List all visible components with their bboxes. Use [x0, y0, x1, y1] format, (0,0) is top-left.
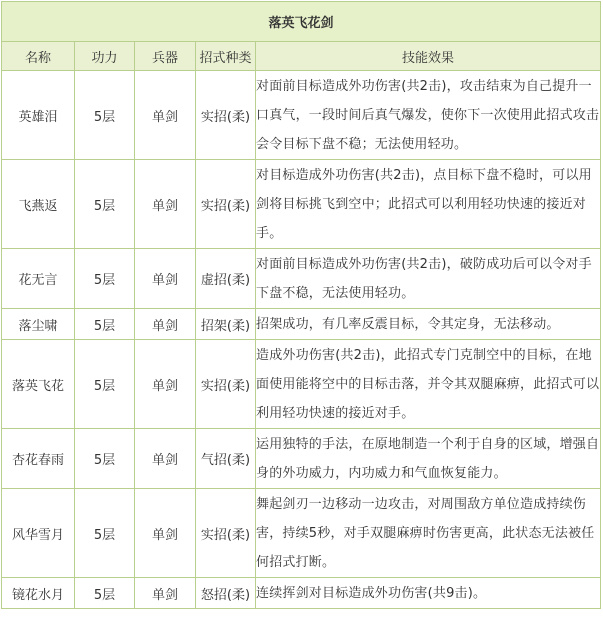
skill-power: 5层 [75, 429, 135, 489]
skill-type: 招架(柔) [196, 309, 256, 340]
skill-power: 5层 [75, 71, 135, 160]
skill-name: 风华雪月 [2, 489, 75, 578]
skill-weapon: 单剑 [135, 489, 196, 578]
skill-type: 气招(柔) [196, 429, 256, 489]
skill-effect: 运用独特的手法，在原地制造一个利于自身的区域，增强自身的外功威力，内功威力和气血恢复能力。 [256, 429, 601, 489]
skill-name: 落英飞花 [2, 340, 75, 429]
skill-effect: 招架成功，有几率反震目标，令其定身，无法移动。 [256, 309, 601, 340]
skill-weapon: 单剑 [135, 340, 196, 429]
skill-weapon: 单剑 [135, 71, 196, 160]
skill-name: 落尘啸 [2, 309, 75, 340]
skill-power: 5层 [75, 249, 135, 309]
skill-table [1, 1, 601, 609]
skill-type: 怒招(柔) [196, 578, 256, 609]
table-row [2, 489, 601, 578]
skill-type: 实招(柔) [196, 489, 256, 578]
skill-power: 5层 [75, 160, 135, 249]
skill-name: 花无言 [2, 249, 75, 309]
header-weapon: 兵器 [135, 42, 196, 71]
table-row [2, 578, 601, 609]
skill-weapon: 单剑 [135, 578, 196, 609]
header-name: 名称 [2, 42, 75, 71]
skill-effect: 舞起剑刃一边移动一边攻击，对周围敌方单位造成持续伤害，持续5秒，对手双腿麻痹时伤害更高，此状态无法被任何招式打断。 [256, 489, 601, 578]
table-row [2, 249, 601, 309]
skill-name: 英雄泪 [2, 71, 75, 160]
skill-type: 实招(柔) [196, 340, 256, 429]
skill-type: 实招(柔) [196, 160, 256, 249]
skill-weapon: 单剑 [135, 249, 196, 309]
skill-effect: 对目标造成外功伤害(共2击)，点目标下盘不稳时，可以用剑将目标挑飞到空中；此招式可以利用轻功快速的接近对手。 [256, 160, 601, 249]
skill-effect: 对面前目标造成外功伤害(共2击)，破防成功后可以令对手下盘不稳，无法使用轻功。 [256, 249, 601, 309]
skill-name: 镜花水月 [2, 578, 75, 609]
header-effect: 技能效果 [256, 42, 601, 71]
title-row [2, 2, 601, 42]
header-row [2, 42, 601, 71]
skill-power: 5层 [75, 309, 135, 340]
skill-effect: 对面前目标造成外功伤害(共2击)，攻击结束为自己提升一口真气，一段时间后真气爆发，使你下一次使用此招式攻击会令目标下盘不稳；无法使用轻功。 [256, 71, 601, 160]
skill-effect: 造成外功伤害(共2击)，此招式专门克制空中的目标，在地面使用能将空中的目标击落，并令其双腿麻痹，此招式可以利用轻功快速的接近对手。 [256, 340, 601, 429]
skill-power: 5层 [75, 578, 135, 609]
table-row [2, 429, 601, 489]
table-row [2, 160, 601, 249]
table-title: 落英飞花剑 [2, 2, 601, 42]
skill-effect: 连续挥剑对目标造成外功伤害(共9击)。 [256, 578, 601, 609]
header-type: 招式种类 [196, 42, 256, 71]
skill-name: 飞燕返 [2, 160, 75, 249]
skill-name: 杏花春雨 [2, 429, 75, 489]
skill-type: 虚招(柔) [196, 249, 256, 309]
skill-weapon: 单剑 [135, 309, 196, 340]
header-power: 功力 [75, 42, 135, 71]
skill-power: 5层 [75, 340, 135, 429]
skill-weapon: 单剑 [135, 160, 196, 249]
table-row [2, 340, 601, 429]
skill-type: 实招(柔) [196, 71, 256, 160]
table-row [2, 71, 601, 160]
skill-weapon: 单剑 [135, 429, 196, 489]
table-row [2, 309, 601, 340]
skill-power: 5层 [75, 489, 135, 578]
